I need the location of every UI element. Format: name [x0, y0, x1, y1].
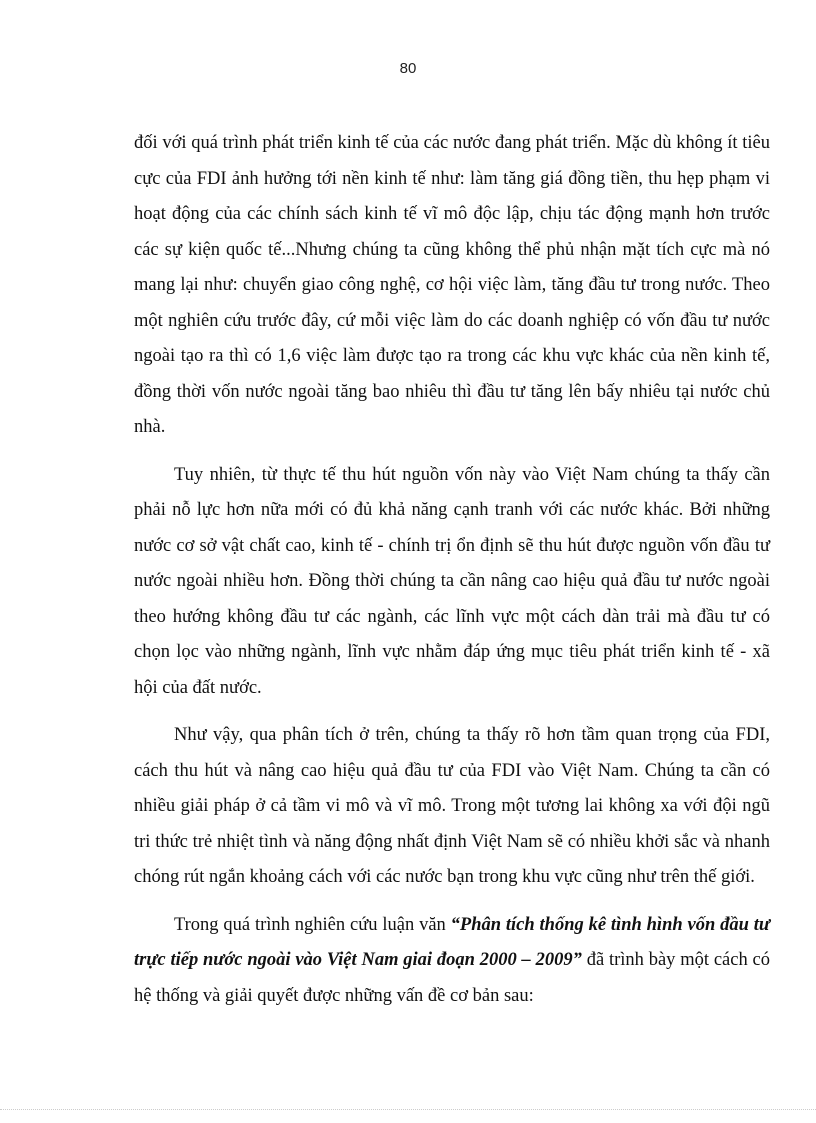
thesis-outro-text: đã trình bày một cách có hệ thống và giải quyết được những vấn đề cơ bản sau: — [134, 950, 770, 1006]
page-bottom-divider — [0, 1109, 816, 1110]
thesis-title: “Phân tích thống kê tình hình vốn đầu tư trực tiếp nước ngoài vào Việt Nam giai đoạn 2000 – 2009” — [134, 914, 770, 970]
page-number: 80 — [399, 60, 417, 77]
thesis-intro-text: Trong quá trình nghiên cứu luận văn — [174, 914, 451, 935]
body-text — [134, 126, 770, 1026]
paragraph-competition: Tuy nhiên, từ thực tế thu hút nguồn vốn này vào Việt Nam chúng ta thấy cần phải nỗ lực hơn nữa mới có đủ khả năng cạnh tranh với các nước khác. Bởi những nước cơ sở vật chất cao, kinh tế - chính trị ổn định sẽ thu hút được nguồn vốn đầu tư nước ngoài nhiều hơn. Đồng thời chúng ta cần nâng cao hiệu quả đầu tư nước ngoài theo hướng không đầu tư các ngành, các lĩnh vực một cách dàn trải mà đầu tư có chọn lọc vào những ngành, lĩnh vực nhằm đáp ứng mục tiêu phát triển kinh tế - xã hội của đất nước. — [134, 464, 770, 698]
paragraph-thesis — [134, 908, 770, 1015]
paragraph-fdi-impact: đối với quá trình phát triển kinh tế của các nước đang phát triển. Mặc dù không ít tiêu cực của FDI ảnh hưởng tới nền kinh tế như: làm tăng giá đồng tiền, thu hẹp phạm vi hoạt động của các chính sách kinh tế vĩ mô độc lập, chịu tác động mạnh hơn trước các sự kiện quốc tế...Nhưng chúng ta cũng không thể phủ nhận mặt tích cực mà nó mang lại như: chuyển giao công nghệ, cơ hội việc làm, tăng đầu tư trong nước. Theo một nghiên cứu trước đây, cứ mỗi việc làm do các doanh nghiệp có vốn đầu tư nước ngoài tạo ra thì có 1,6 việc làm được tạo ra trong các khu vực khác của nền kinh tế, đồng thời vốn nước ngoài tăng bao nhiêu thì đầu tư tăng lên bấy nhiêu tại nước chủ nhà. — [134, 133, 770, 437]
paragraph-summary: Như vậy, qua phân tích ở trên, chúng ta thấy rõ hơn tầm quan trọng của FDI, cách thu hút và nâng cao hiệu quả đầu tư của FDI vào Việt Nam. Chúng ta cần có nhiều giải pháp ở cả tầm vi mô và vĩ mô. Trong một tương lai không xa với đội ngũ tri thức trẻ nhiệt tình và năng động nhất định Việt Nam sẽ có nhiều khởi sắc và nhanh chóng rút ngắn khoảng cách với các nước bạn trong khu vực cũng như trên thế giới. — [134, 725, 770, 887]
